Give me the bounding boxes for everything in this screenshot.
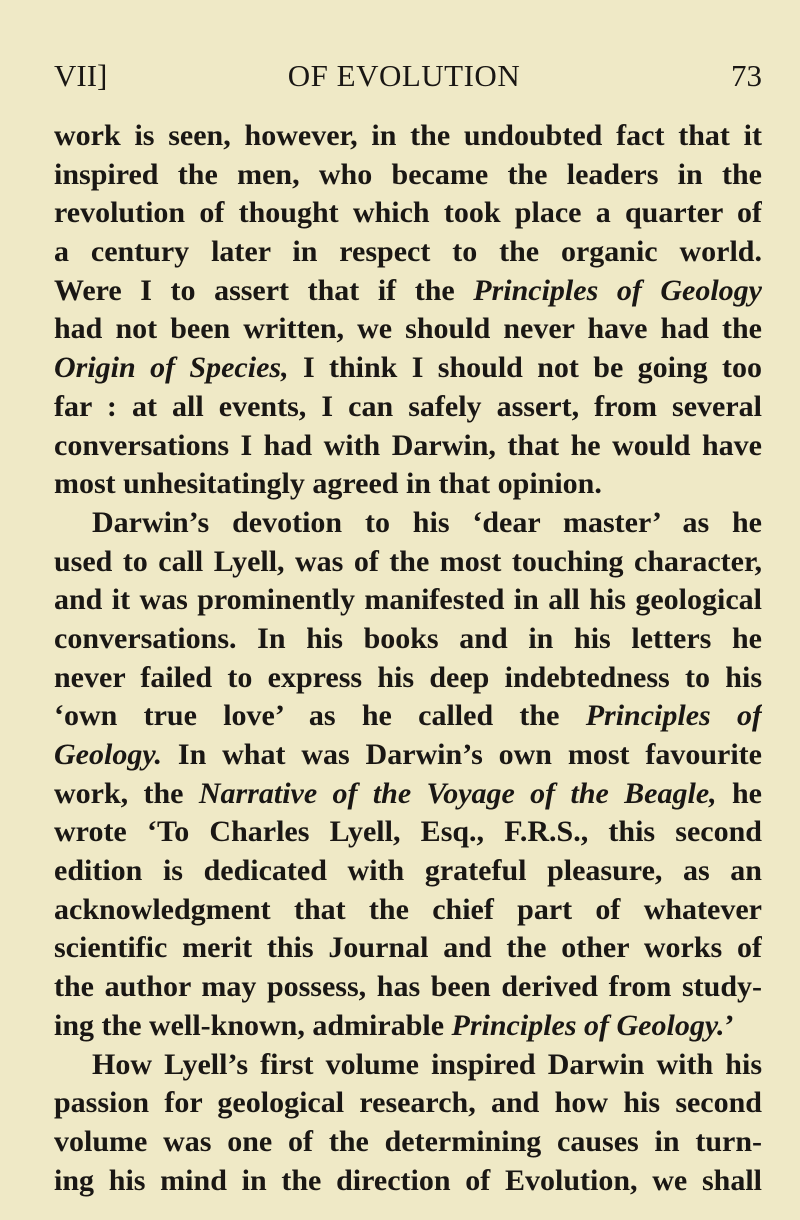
text-segment: a century later in respect to the organic world. xyxy=(54,235,762,269)
page-number: 73 xyxy=(731,58,762,93)
italic-title: Principles of xyxy=(585,699,762,733)
text-line xyxy=(54,1123,762,1162)
running-title: OF EVOLUTION xyxy=(287,58,521,93)
text-segment: ‘own true love’ as he called the xyxy=(54,699,586,733)
text-segment: used to call Lyell, was of the most touching character, xyxy=(54,544,762,578)
text-segment: ing his mind in the direction of Evolution, we shall xyxy=(54,1163,762,1197)
text-line xyxy=(54,581,762,620)
text-line xyxy=(54,233,762,272)
italic-title: Principles of Geology. xyxy=(451,1008,725,1042)
text-line xyxy=(54,697,762,736)
text-segment: never failed to express his deep indebtedness to his xyxy=(54,660,762,694)
text-segment: most unhesitatingly agreed in that opinion. xyxy=(54,467,602,501)
text-line xyxy=(54,968,762,1007)
chapter-number: VII] xyxy=(54,58,108,93)
text-segment: How Lyell’s first volume inspired Darwin with his xyxy=(92,1047,762,1081)
text-segment: volume was one of the determining causes in turn- xyxy=(54,1124,762,1158)
text-segment: work, the xyxy=(54,776,199,810)
text-segment: Were I to assert that if the xyxy=(54,273,474,307)
text-segment: he xyxy=(716,776,762,810)
text-line xyxy=(54,156,762,195)
italic-title: Principles of Geology xyxy=(473,273,762,307)
italic-title: Origin of Species, xyxy=(54,351,289,385)
text-segment: far : at all events, I can safely assert, from several xyxy=(54,389,762,423)
text-line xyxy=(54,349,762,388)
text-line xyxy=(54,117,762,156)
text-segment: revolution of thought which took place a quarter of xyxy=(54,196,762,230)
text-segment: conversations. In his books and in his letters he xyxy=(54,621,762,655)
italic-title: Narrative of the Voyage of the Beagle, xyxy=(198,776,717,810)
text-line xyxy=(54,310,762,349)
text-segment: work is seen, however, in the undoubted fact that it xyxy=(54,119,762,152)
text-line xyxy=(54,1162,762,1201)
text-line xyxy=(54,194,762,233)
text-segment: scientific merit this Journal and the other works of xyxy=(54,931,762,965)
text-segment: ’ xyxy=(724,1008,735,1042)
text-line xyxy=(54,1046,762,1085)
text-segment: passion for geological research, and how his second xyxy=(54,1086,762,1120)
text-line xyxy=(54,775,762,814)
text-line xyxy=(54,465,762,504)
text-line xyxy=(54,813,762,852)
text-line xyxy=(54,272,762,311)
text-line xyxy=(54,427,762,466)
text-segment: conversations I had with Darwin, that he would have xyxy=(54,428,762,462)
body-text xyxy=(54,117,762,1200)
text-segment: In what was Darwin’s own most favourite xyxy=(162,738,762,771)
text-line xyxy=(54,1084,762,1123)
text-line xyxy=(54,929,762,968)
text-segment: ing the well-known, admirable xyxy=(54,1008,452,1042)
text-line xyxy=(54,659,762,698)
book-page xyxy=(46,0,762,1220)
running-head xyxy=(46,58,762,94)
text-line xyxy=(54,504,762,543)
text-segment: I think I should not be going too xyxy=(288,351,762,385)
text-segment: inspired the men, who became the leaders in the xyxy=(54,157,762,191)
text-segment: had not been written, we should never have had the xyxy=(54,312,762,346)
text-segment: acknowledgment that the chief part of whatever xyxy=(54,892,762,926)
text-line xyxy=(54,736,762,775)
text-segment: and it was prominently manifested in all his geological xyxy=(54,583,762,617)
text-segment: wrote ‘To Charles Lyell, Esq., F.R.S., this second xyxy=(54,815,762,849)
text-segment: edition is dedicated with grateful pleasure, as an xyxy=(54,854,762,888)
text-line xyxy=(54,388,762,427)
text-line xyxy=(54,620,762,659)
text-line xyxy=(54,543,762,582)
italic-title: Geology. xyxy=(54,738,163,771)
text-segment: the author may possess, has been derived from study- xyxy=(54,970,762,1004)
text-line xyxy=(54,852,762,891)
text-line xyxy=(54,1007,762,1046)
text-segment: Darwin’s devotion to his ‘dear master’ as he xyxy=(92,505,762,539)
text-line xyxy=(54,891,762,930)
